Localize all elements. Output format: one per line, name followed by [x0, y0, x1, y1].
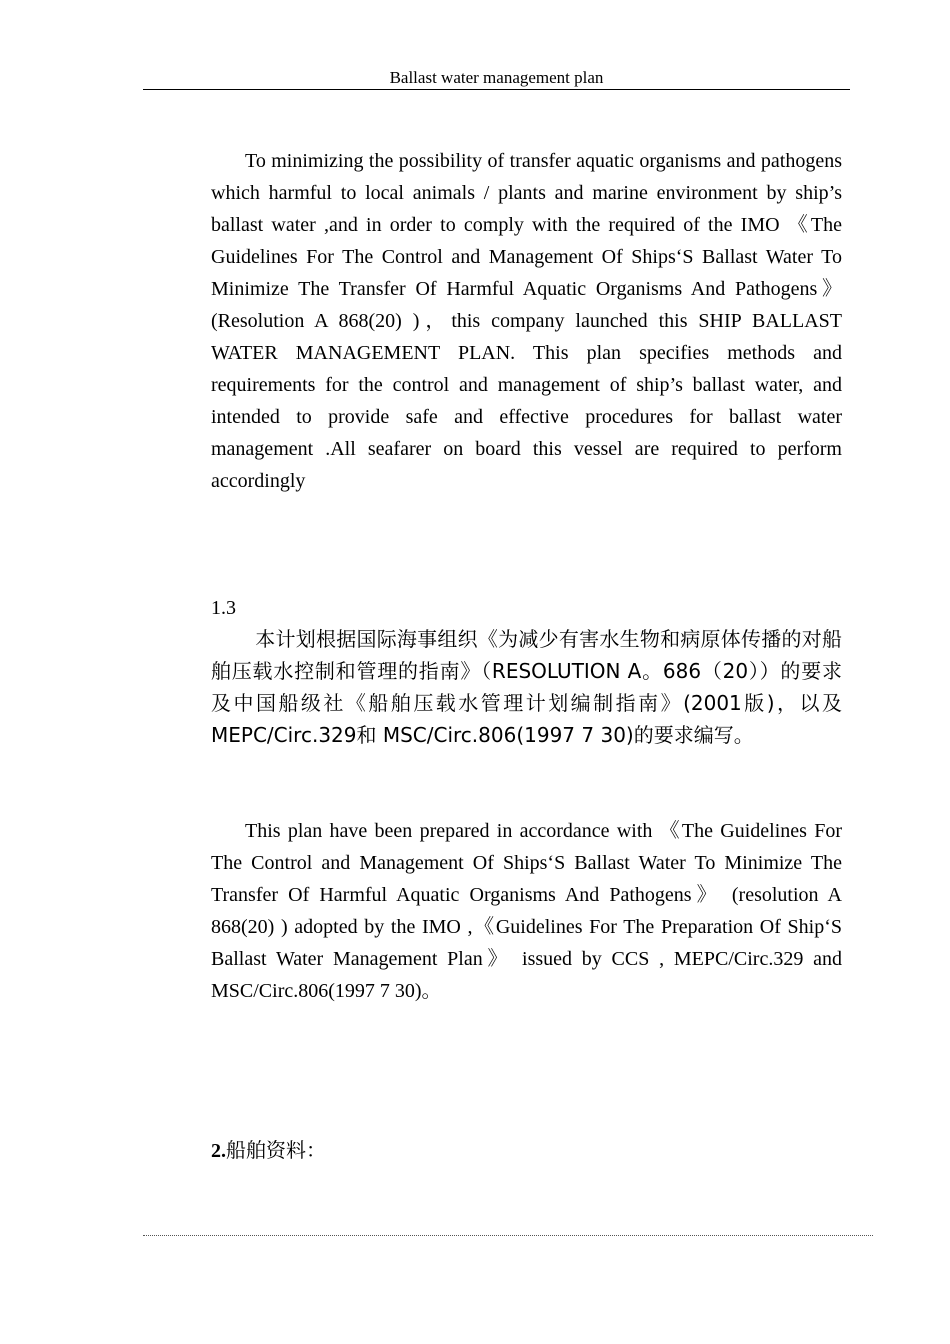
section-heading-ship-particulars [211, 1134, 326, 1167]
section-heading-number: 2. [211, 1140, 226, 1162]
intro-paragraph-text: To minimizing the possibility of transfer aquatic organisms and pathogens which harmful to local animals / plants and marine environment by ship’s ballast water ,and in order to comply with the required of the IMO 《The Guidelines For The Control and Management Of Ships‘S Ballast Water To Minimize The Transfer Of Harmful Aquatic Organisms And Pathogens》(Resolution A 868(20) )，this company launched this SHIP BALLAST WATER MANAGEMENT PLAN. This plan specifies methods and requirements for the control and management of ship’s ballast water, and intended to provide safe and effective procedures for ballast water management .All seafarer on board this vessel are required to perform accordingly [211, 150, 842, 492]
section-number: 1.3 [211, 597, 236, 619]
running-header: Ballast water management plan [389, 68, 604, 87]
header-rule [143, 89, 850, 90]
basis-paragraph-english [211, 815, 842, 1007]
basis-paragraph-text: 本计划根据国际海事组织《为减少有害水生物和病原体传播的对船舶压载水控制和管理的指南》（RESOLUTION A。686（20））的要求及中国船级社《船舶压载水管理计划编制指南》(2001版)，以及MEPC/Circ.329和 MSC/Circ.806(1997 7 30)的要求编写。 [211, 627, 842, 747]
section-heading-title: 船舶资料： [226, 1138, 326, 1162]
basis-paragraph-chinese [211, 623, 842, 751]
intro-paragraph-english [211, 145, 842, 497]
footer-rule [143, 1235, 873, 1236]
basis-paragraph-english-text: This plan have been prepared in accordance with 《The Guidelines For The Control and Management Of Ships‘S Ballast Water To Minimize The Transfer Of Harmful Aquatic Organisms And Pathogens》 (resolution A 868(20) ) adopted by the IMO ,《Guidelines For The Preparation Of Ship‘S Ballast Water Management Plan》 issued by CCS , MEPC/Circ.329 and MSC/Circ.806(1997 7 30)。 [211, 820, 842, 1002]
